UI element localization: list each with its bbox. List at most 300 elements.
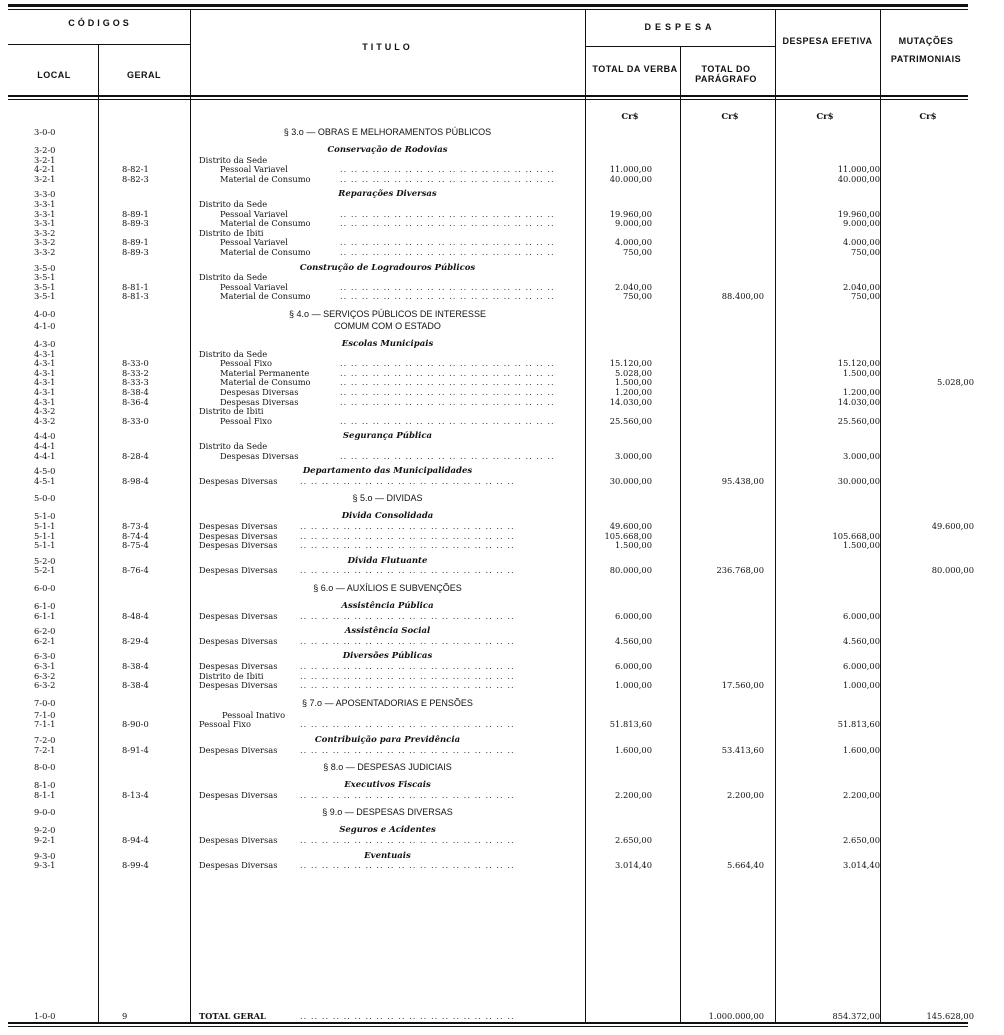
value-total-paragrafo: 95.438,00 bbox=[721, 475, 764, 486]
code-geral: 8-48-4 bbox=[122, 610, 149, 621]
bottom-rule-2 bbox=[8, 1026, 968, 1027]
table-row bbox=[0, 175, 1004, 184]
table-row bbox=[0, 398, 1004, 407]
value-despesa-efetiva: 4.560,00 bbox=[843, 635, 880, 646]
code-local: 4-4-0 bbox=[34, 431, 56, 442]
value-total-verba: 2.200,00 bbox=[615, 789, 652, 800]
leader-dots: .. .. .. .. .. .. .. .. .. .. .. .. .. .. .. .. .. .. .. .. bbox=[300, 610, 515, 621]
row-title: Pessoal Fixo bbox=[220, 415, 272, 426]
code-local: 4-4-1 bbox=[34, 441, 56, 451]
code-local: 9-2-0 bbox=[34, 825, 56, 836]
value-total-verba: 19.960,00 bbox=[609, 208, 652, 219]
code-geral: 8-29-4 bbox=[122, 635, 149, 646]
leader-dots: .. .. .. .. .. .. .. .. .. .. .. .. .. .. .. .. .. .. .. .. bbox=[300, 860, 515, 871]
leader-dots: .. .. .. .. .. .. .. .. .. .. .. .. .. .. .. .. .. .. .. .. bbox=[300, 540, 515, 551]
code-local: 3-0-0 bbox=[34, 127, 56, 137]
code-geral: 8-38-4 bbox=[122, 387, 149, 397]
code-local: 4-0-0 bbox=[34, 309, 56, 319]
value-total-verba: 5.028,00 bbox=[615, 367, 652, 378]
code-local: 3-5-0 bbox=[34, 262, 56, 273]
subsection-title: Conservação de Rodovias bbox=[327, 145, 448, 155]
leader-dots: .. .. .. .. .. .. .. .. .. .. .. .. .. .. .. .. .. .. .. .. bbox=[340, 450, 555, 461]
code-local: 7-1-1 bbox=[34, 719, 56, 730]
value-despesa-efetiva: 2.040,00 bbox=[843, 281, 880, 292]
value-total-verba: 1.000,00 bbox=[615, 680, 652, 691]
subsection-title: Construção de Logradouros Públicos bbox=[299, 262, 476, 273]
code-geral: 8-91-4 bbox=[122, 744, 149, 755]
value-mutacoes: 80.000,00 bbox=[931, 565, 974, 576]
value-total-verba: 15.120,00 bbox=[609, 358, 652, 369]
unit-total-verba: Cr$ bbox=[621, 112, 639, 122]
row-title: Pessoal Variavel bbox=[220, 281, 288, 292]
code-local: 6-3-2 bbox=[34, 670, 56, 681]
value-despesa-efetiva: 750,00 bbox=[850, 291, 880, 302]
leader-dots: .. .. .. .. .. .. .. .. .. .. .. .. .. .. .. .. .. .. .. .. bbox=[300, 680, 515, 691]
row-title: Despesas Diversas bbox=[199, 610, 278, 621]
code-geral: 8-82-1 bbox=[122, 164, 149, 175]
table-row bbox=[0, 452, 1004, 461]
value-total-verba: 1.200,00 bbox=[615, 387, 652, 397]
value-total-paragrafo: 236.768,00 bbox=[716, 565, 764, 576]
table-row bbox=[0, 388, 1004, 397]
leader-dots: .. .. .. .. .. .. .. .. .. .. .. .. .. .. .. .. .. .. .. .. bbox=[300, 670, 515, 681]
header-local: LOCAL bbox=[37, 70, 71, 80]
code-local: 4-3-1 bbox=[34, 396, 56, 407]
table-row bbox=[0, 340, 1004, 349]
value-total-paragrafo: 17.560,00 bbox=[721, 680, 764, 691]
code-geral: 8-33-0 bbox=[122, 358, 149, 369]
value-despesa-efetiva: 1.200,00 bbox=[843, 387, 880, 397]
value-total-verba: 3.014,40 bbox=[615, 860, 652, 871]
subsection-title: Contribuição para Previdência bbox=[314, 735, 461, 745]
leader-dots: .. .. .. .. .. .. .. .. .. .. .. .. .. .. .. .. .. .. .. .. bbox=[340, 164, 555, 175]
code-geral: 8-81-3 bbox=[122, 291, 149, 302]
header-total-verba: TOTAL DA VERBA bbox=[592, 64, 678, 74]
row-title: Distrito da Sede bbox=[199, 441, 268, 451]
value-despesa-efetiva: 9.000,00 bbox=[843, 218, 880, 229]
code-local: 8-0-0 bbox=[34, 762, 56, 773]
code-local: 3-2-1 bbox=[34, 154, 56, 165]
leader-dots: .. .. .. .. .. .. .. .. .. .. .. .. .. .. .. .. .. .. .. .. bbox=[300, 719, 515, 730]
row-title: Material de Consumo bbox=[220, 291, 311, 302]
leader-dots: .. .. .. .. .. .. .. .. .. .. .. .. .. .. .. .. .. .. .. .. bbox=[340, 218, 555, 229]
code-local: 3-5-1 bbox=[34, 281, 56, 292]
row-title: Despesas Diversas bbox=[199, 530, 278, 541]
leader-dots: .. .. .. .. .. .. .. .. .. .. .. .. .. .. .. .. .. .. .. .. bbox=[340, 415, 555, 426]
leader-dots: .. .. .. .. .. .. .. .. .. .. .. .. .. .. .. .. .. .. .. .. bbox=[340, 377, 555, 388]
leader-dots: .. .. .. .. .. .. .. .. .. .. .. .. .. .. .. .. .. .. .. .. bbox=[340, 247, 555, 257]
code-local: 6-1-0 bbox=[34, 601, 56, 611]
subsection-title: Divida Flutuante bbox=[347, 555, 428, 566]
row-title: Material de Consumo bbox=[220, 377, 311, 388]
code-geral: 8-33-3 bbox=[122, 377, 149, 388]
table-row bbox=[0, 200, 1004, 209]
code-geral: 9 bbox=[122, 1011, 128, 1021]
value-total-verba: 2.650,00 bbox=[615, 835, 652, 845]
row-title: Despesas Diversas bbox=[199, 661, 278, 671]
section-title: § 3.o — OBRAS E MELHORAMENTOS PÚBLICOS bbox=[283, 127, 492, 137]
code-local: 5-1-0 bbox=[34, 511, 56, 522]
value-total-paragrafo: 88.400,00 bbox=[721, 291, 764, 302]
value-despesa-efetiva: 51.813,60 bbox=[837, 719, 880, 730]
table-row bbox=[0, 763, 1004, 772]
value-total-verba: 4.000,00 bbox=[615, 237, 652, 248]
table-row bbox=[0, 637, 1004, 646]
value-despesa-efetiva: 4.000,00 bbox=[843, 237, 880, 248]
unit-despesa-efetiva: Cr$ bbox=[816, 112, 834, 122]
value-despesa-efetiva: 105.668,00 bbox=[832, 530, 880, 541]
code-local: 5-1-1 bbox=[34, 540, 56, 551]
code-local: 6-1-1 bbox=[34, 610, 56, 621]
code-local: 3-3-1 bbox=[34, 199, 56, 209]
code-local: 4-1-0 bbox=[34, 321, 56, 331]
codigos-rule bbox=[8, 44, 190, 45]
value-despesa-efetiva: 3.000,00 bbox=[843, 450, 880, 461]
value-despesa-efetiva: 6.000,00 bbox=[843, 610, 880, 621]
code-local: 6-3-2 bbox=[34, 680, 56, 691]
value-total-verba: 105.668,00 bbox=[604, 530, 652, 541]
code-local: 4-3-1 bbox=[34, 377, 56, 388]
code-local: 3-3-2 bbox=[34, 247, 56, 257]
header-total-paragrafo: TOTAL DO PARÁGRAFO bbox=[695, 64, 757, 84]
leader-dots: .. .. .. .. .. .. .. .. .. .. .. .. .. .. .. .. .. .. .. .. bbox=[340, 208, 555, 219]
code-geral: 8-98-4 bbox=[122, 475, 149, 486]
code-geral: 8-38-4 bbox=[122, 680, 149, 691]
table-row bbox=[0, 566, 1004, 575]
table-row bbox=[0, 612, 1004, 621]
value-total-verba: 2.040,00 bbox=[615, 281, 652, 292]
table-row bbox=[0, 322, 1004, 331]
leader-dots: .. .. .. .. .. .. .. .. .. .. .. .. .. .. .. .. .. .. .. .. bbox=[340, 237, 555, 248]
leader-dots: .. .. .. .. .. .. .. .. .. .. .. .. .. .. .. .. .. .. .. .. bbox=[300, 635, 515, 646]
code-geral: 8-13-4 bbox=[122, 789, 149, 800]
subsection-title: Segurança Pública bbox=[342, 431, 433, 442]
leader-dots: .. .. .. .. .. .. .. .. .. .. .. .. .. .. .. .. .. .. .. .. bbox=[300, 835, 515, 845]
table-row bbox=[0, 681, 1004, 690]
code-geral: 8-90-0 bbox=[122, 719, 149, 730]
subsection-title: Divida Consolidada bbox=[341, 511, 434, 522]
table-row bbox=[0, 417, 1004, 426]
table-row bbox=[0, 248, 1004, 257]
row-title: Distrito da Sede bbox=[199, 348, 268, 359]
row-title: Despesas Diversas bbox=[220, 396, 299, 407]
code-local: 9-0-0 bbox=[34, 807, 56, 818]
code-local: 4-4-1 bbox=[34, 450, 56, 461]
value-total-verba: 6.000,00 bbox=[615, 661, 652, 671]
code-geral: 8-94-4 bbox=[122, 835, 149, 845]
value-total-paragrafo: 2.200,00 bbox=[727, 789, 764, 800]
leader-dots: .. .. .. .. .. .. .. .. .. .. .. .. .. .. .. .. .. .. .. .. bbox=[300, 744, 515, 755]
row-title: Despesas Diversas bbox=[199, 744, 278, 755]
subsection-title: Reparações Diversas bbox=[338, 189, 437, 200]
row-title: Distrito da Sede bbox=[199, 272, 268, 283]
value-total-verba: 750,00 bbox=[622, 247, 652, 257]
value-total-verba: 3.000,00 bbox=[615, 450, 652, 461]
subsection-title: Diversões Públicas bbox=[342, 651, 433, 662]
row-title: Material de Consumo bbox=[220, 173, 311, 184]
code-geral: 8-89-3 bbox=[122, 247, 149, 257]
value-total-verba: 49.600,00 bbox=[609, 521, 652, 531]
section-title: § 6.o — AUXÍLIOS E SUBVENÇÕES bbox=[313, 583, 462, 593]
value-total-verba: 80.000,00 bbox=[609, 565, 652, 576]
code-local: 4-3-0 bbox=[34, 339, 56, 349]
section-title: § 8.o — DESPESAS JUDICIAIS bbox=[323, 762, 452, 773]
table-row bbox=[0, 746, 1004, 755]
code-local: 3-3-2 bbox=[34, 227, 56, 238]
subsection-title: Eventuais bbox=[364, 850, 411, 861]
subsection-title: Seguros e Acidentes bbox=[339, 825, 436, 836]
header-geral: GERAL bbox=[127, 70, 161, 80]
section-title: § 4.o — SERVIÇOS PÚBLICOS DE INTERESSE bbox=[289, 309, 486, 319]
code-local: 3-3-0 bbox=[34, 189, 56, 200]
value-despesa-efetiva: 854.372,00 bbox=[832, 1011, 880, 1021]
leader-dots: .. .. .. .. .. .. .. .. .. .. .. .. .. .. .. .. .. .. .. .. bbox=[300, 475, 515, 486]
header-despesa-efetiva: DESPESA EFETIVA bbox=[782, 36, 873, 46]
code-local: 4-3-1 bbox=[34, 387, 56, 397]
value-mutacoes: 145.628,00 bbox=[926, 1011, 974, 1021]
value-total-verba: 1.600,00 bbox=[615, 744, 652, 755]
table-row bbox=[0, 264, 1004, 273]
value-total-verba: 40.000,00 bbox=[609, 173, 652, 184]
row-title: Despesas Diversas bbox=[199, 789, 278, 800]
value-total-verba: 30.000,00 bbox=[609, 475, 652, 486]
code-geral: 8-81-1 bbox=[122, 281, 149, 292]
value-total-verba: 6.000,00 bbox=[615, 610, 652, 621]
table-row bbox=[0, 359, 1004, 368]
table-row bbox=[0, 273, 1004, 282]
table-row bbox=[0, 662, 1004, 671]
row-title: Despesas Diversas bbox=[199, 521, 278, 531]
code-local: 6-3-0 bbox=[34, 651, 56, 662]
unit-mutacoes: Cr$ bbox=[919, 112, 937, 122]
value-despesa-efetiva: 750,00 bbox=[850, 247, 880, 257]
value-total-verba: 750,00 bbox=[622, 291, 652, 302]
value-despesa-efetiva: 1.600,00 bbox=[843, 744, 880, 755]
value-despesa-efetiva: 2.650,00 bbox=[843, 835, 880, 845]
row-title: Material de Consumo bbox=[220, 247, 311, 257]
value-total-verba: 1.500,00 bbox=[615, 377, 652, 388]
top-rule-thin bbox=[8, 9, 968, 10]
row-title: Distrito de Ibiti bbox=[199, 406, 264, 417]
code-geral: 8-82-3 bbox=[122, 173, 149, 184]
value-despesa-efetiva: 1.500,00 bbox=[843, 540, 880, 551]
code-local: 5-2-0 bbox=[34, 555, 56, 566]
table-row bbox=[0, 219, 1004, 228]
row-title: Despesas Diversas bbox=[199, 835, 278, 845]
leader-dots: .. .. .. .. .. .. .. .. .. .. .. .. .. .. .. .. .. .. .. .. bbox=[340, 396, 555, 407]
code-geral: 8-33-2 bbox=[122, 367, 149, 378]
code-local: 5-1-1 bbox=[34, 530, 56, 541]
unit-total-paragrafo: Cr$ bbox=[721, 112, 739, 122]
section-title: § 9.o — DESPESAS DIVERSAS bbox=[322, 807, 453, 818]
table-row bbox=[0, 699, 1004, 708]
row-title: Despesas Diversas bbox=[199, 565, 278, 576]
row-title: Despesas Diversas bbox=[199, 680, 278, 691]
table-row bbox=[0, 736, 1004, 745]
table-row bbox=[0, 836, 1004, 845]
code-local: 3-2-0 bbox=[34, 145, 56, 155]
header-bottom-rule-2 bbox=[8, 99, 968, 100]
code-local: 4-3-1 bbox=[34, 358, 56, 369]
code-geral: 8-28-4 bbox=[122, 450, 149, 461]
value-despesa-efetiva: 25.560,00 bbox=[837, 415, 880, 426]
value-mutacoes: 5.028,00 bbox=[937, 377, 974, 388]
code-local: 3-3-1 bbox=[34, 208, 56, 219]
code-local: 6-2-0 bbox=[34, 626, 56, 637]
code-local: 7-2-1 bbox=[34, 744, 56, 755]
row-title: Material Permanente bbox=[220, 367, 310, 378]
code-local: 9-2-1 bbox=[34, 835, 56, 845]
value-despesa-efetiva: 1.000,00 bbox=[843, 680, 880, 691]
code-local: 6-0-0 bbox=[34, 583, 56, 593]
code-local: 8-1-0 bbox=[34, 780, 56, 791]
code-local: 9-3-1 bbox=[34, 860, 56, 871]
value-total-verba: 9.000,00 bbox=[615, 218, 652, 229]
leader-dots: .. .. .. .. .. .. .. .. .. .. .. .. .. .. .. .. .. .. .. .. bbox=[340, 387, 555, 397]
code-geral: 8-89-1 bbox=[122, 237, 149, 248]
header-mutacoes: MUTAÇÕES PATRIMONIAIS bbox=[890, 36, 962, 64]
value-despesa-efetiva: 2.200,00 bbox=[843, 789, 880, 800]
table-row bbox=[0, 467, 1004, 476]
section-title: § 5.o — DIVIDAS bbox=[352, 493, 423, 504]
code-geral: 8-75-4 bbox=[122, 540, 149, 551]
code-local: 6-3-1 bbox=[34, 661, 56, 671]
code-geral: 8-36-4 bbox=[122, 396, 149, 407]
code-local: 3-5-1 bbox=[34, 272, 56, 283]
header-codigos: CÓDIGOS bbox=[68, 18, 132, 28]
code-local: 5-1-1 bbox=[34, 521, 56, 531]
section-title: COMUM COM O ESTADO bbox=[334, 321, 441, 331]
row-title: Pessoal Fixo bbox=[199, 719, 251, 730]
bottom-rule bbox=[8, 1022, 968, 1024]
value-total-verba: 1.500,00 bbox=[615, 540, 652, 551]
code-local: 4-3-2 bbox=[34, 415, 56, 426]
table-row bbox=[0, 146, 1004, 155]
header-bottom-rule bbox=[8, 95, 968, 97]
value-total-paragrafo: 5.664,40 bbox=[727, 860, 764, 871]
table-row bbox=[0, 720, 1004, 729]
code-local: 4-5-0 bbox=[34, 466, 56, 477]
value-despesa-efetiva: 30.000,00 bbox=[837, 475, 880, 486]
subsection-title: Executivos Fiscais bbox=[344, 780, 431, 791]
row-title: Despesas Diversas bbox=[199, 635, 278, 646]
code-local: 9-3-0 bbox=[34, 850, 56, 861]
value-despesa-efetiva: 15.120,00 bbox=[837, 358, 880, 369]
row-title: Despesas Diversas bbox=[220, 450, 299, 461]
row-title: Despesas Diversas bbox=[199, 860, 278, 871]
value-total-verba: 4.560,00 bbox=[615, 635, 652, 646]
table-row bbox=[0, 190, 1004, 199]
table-row bbox=[0, 808, 1004, 817]
table-row bbox=[0, 310, 1004, 319]
value-total-paragrafo: 1.000.000,00 bbox=[708, 1011, 764, 1021]
table-row bbox=[0, 1012, 1004, 1021]
row-title: Pessoal Inativo bbox=[222, 709, 286, 720]
value-mutacoes: 49.600,00 bbox=[931, 521, 974, 531]
table-row bbox=[0, 522, 1004, 531]
table-row bbox=[0, 407, 1004, 416]
row-title: Despesas Diversas bbox=[199, 540, 278, 551]
leader-dots: .. .. .. .. .. .. .. .. .. .. .. .. .. .. .. .. .. .. .. .. bbox=[340, 367, 555, 378]
code-local: 8-1-1 bbox=[34, 789, 56, 800]
leader-dots: .. .. .. .. .. .. .. .. .. .. .. .. .. .. .. .. .. .. .. .. bbox=[340, 281, 555, 292]
table-row bbox=[0, 432, 1004, 441]
code-local: 4-2-1 bbox=[34, 164, 56, 175]
code-geral: 8-74-4 bbox=[122, 530, 149, 541]
table-row bbox=[0, 442, 1004, 451]
value-total-paragrafo: 53.413,60 bbox=[721, 744, 764, 755]
code-local: 3-3-2 bbox=[34, 237, 56, 248]
section-title: § 7.o — APOSENTADORIAS E PENSÕES bbox=[302, 697, 473, 708]
table-row bbox=[0, 781, 1004, 790]
table-row bbox=[0, 584, 1004, 593]
row-title: Distrito da Sede bbox=[199, 199, 268, 209]
code-local: 4-3-1 bbox=[34, 367, 56, 378]
code-local: 7-2-0 bbox=[34, 735, 56, 745]
code-local: 3-3-1 bbox=[34, 218, 56, 229]
table-row bbox=[0, 541, 1004, 550]
leader-dots: .. .. .. .. .. .. .. .. .. .. .. .. .. .. .. .. .. .. .. .. bbox=[340, 358, 555, 369]
code-local: 5-0-0 bbox=[34, 493, 56, 504]
leader-dots: .. .. .. .. .. .. .. .. .. .. .. .. .. .. .. .. .. .. .. .. bbox=[300, 530, 515, 541]
value-despesa-efetiva: 14.030,00 bbox=[837, 396, 880, 407]
code-geral: 8-33-0 bbox=[122, 415, 149, 426]
row-title: Despesas Diversas bbox=[220, 387, 299, 397]
row-title: Pessoal Variavel bbox=[220, 208, 288, 219]
subsection-title: Assistência Social bbox=[344, 626, 431, 637]
row-title: Pessoal Variavel bbox=[220, 237, 288, 248]
code-geral: 8-38-4 bbox=[122, 661, 149, 671]
row-title: Distrito de Ibiti bbox=[199, 227, 264, 238]
row-title: Despesas Diversas bbox=[199, 475, 278, 486]
row-title: Pessoal Variavel bbox=[220, 164, 288, 175]
code-local: 3-5-1 bbox=[34, 291, 56, 302]
leader-dots: .. .. .. .. .. .. .. .. .. .. .. .. .. .. .. .. .. .. .. .. bbox=[300, 521, 515, 531]
code-local: 3-2-1 bbox=[34, 173, 56, 184]
header-despesa: DESPESA bbox=[644, 22, 716, 32]
header-titulo: TITULO bbox=[362, 42, 413, 52]
value-total-verba: 11.000,00 bbox=[609, 164, 652, 175]
code-geral: 8-76-4 bbox=[122, 565, 149, 576]
code-local: 5-2-1 bbox=[34, 565, 56, 576]
code-local: 7-0-0 bbox=[34, 697, 56, 708]
code-geral: 8-73-4 bbox=[122, 521, 149, 531]
value-total-verba: 14.030,00 bbox=[609, 396, 652, 407]
table-row bbox=[0, 165, 1004, 174]
code-local: 7-1-0 bbox=[34, 709, 56, 720]
table-row bbox=[0, 791, 1004, 800]
code-geral: 8-99-4 bbox=[122, 860, 149, 871]
leader-dots: .. .. .. .. .. .. .. .. .. .. .. .. .. .. .. .. .. .. .. .. bbox=[300, 661, 515, 671]
leader-dots: .. .. .. .. .. .. .. .. .. .. .. .. .. .. .. .. .. .. .. .. bbox=[300, 565, 515, 576]
leader-dots: .. .. .. .. .. .. .. .. .. .. .. .. .. .. .. .. .. .. .. .. bbox=[300, 789, 515, 800]
code-local: 6-2-1 bbox=[34, 635, 56, 646]
code-local: 1-0-0 bbox=[34, 1011, 56, 1021]
leader-dots: .. .. .. .. .. .. .. .. .. .. .. .. .. .. .. .. .. .. .. .. bbox=[300, 1011, 515, 1021]
value-despesa-efetiva: 40.000,00 bbox=[837, 173, 880, 184]
table-row bbox=[0, 627, 1004, 636]
value-despesa-efetiva: 1.500,00 bbox=[843, 367, 880, 378]
row-title: Material de Consumo bbox=[220, 218, 311, 229]
value-total-verba: 25.560,00 bbox=[609, 415, 652, 426]
code-local: 4-5-1 bbox=[34, 475, 56, 486]
table-row bbox=[0, 602, 1004, 611]
code-local: 4-3-2 bbox=[34, 406, 56, 417]
row-title: Distrito de Ibiti bbox=[199, 670, 264, 681]
leader-dots: .. .. .. .. .. .. .. .. .. .. .. .. .. .. .. .. .. .. .. .. bbox=[340, 291, 555, 302]
row-title: TOTAL GERAL bbox=[199, 1011, 266, 1021]
subsection-title: Escolas Municipais bbox=[341, 339, 434, 349]
